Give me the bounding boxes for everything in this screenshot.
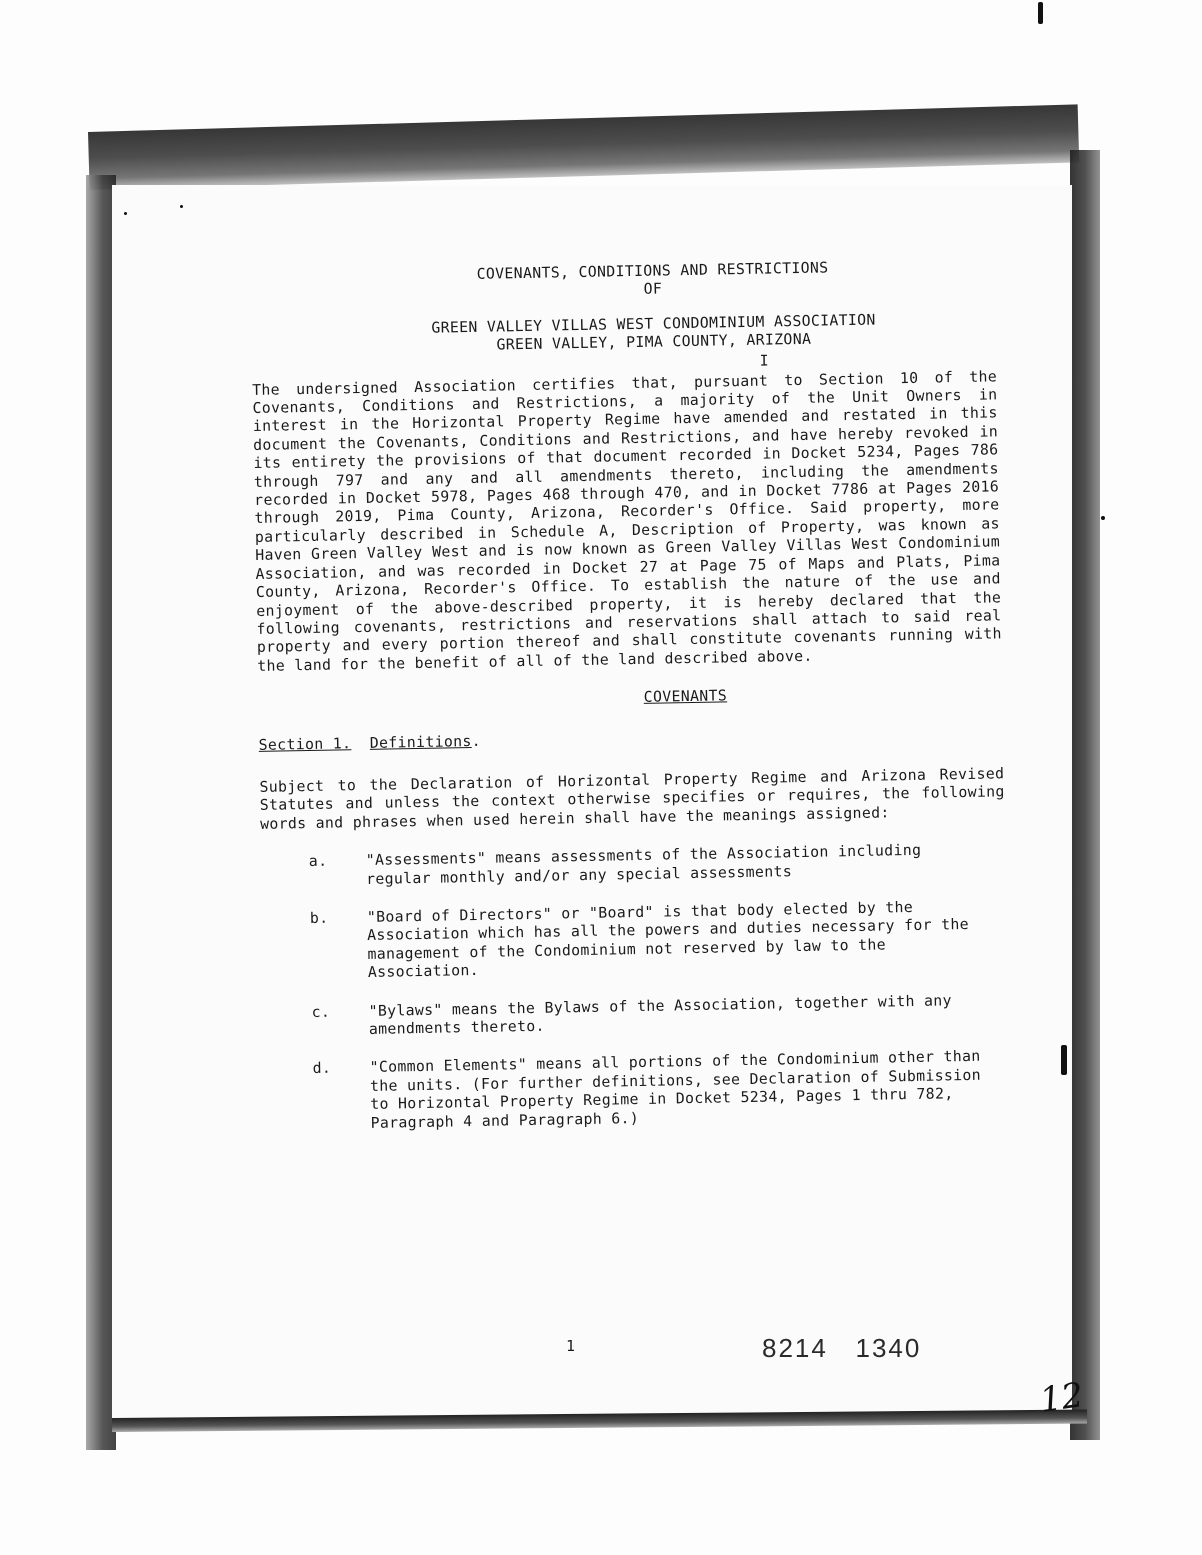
list-item: [263, 991, 1009, 1041]
document-title: [310, 256, 997, 358]
scan-frame-right: [1070, 150, 1100, 1440]
intro-paragraph: The undersigned Association certifies that, pursuant to Section 10 of the Covenants, Conditions and Restrictions, a majority of the Unit Owners in interest in the Horizontal Property Regime have amended and restated in this document the Covenants, Conditions and Restrictions, and have hereby revoked in its entirety the provisions of that document recorded in Docket 5234, Pages 786 through 797 and any and all amendments thereto, including the amendments recorded in Docket 5978, Pages 468 through 470, and in Docket 7786 at Pages 2016 through 2019, Pima County, Arizona, Recorder's Office. Said property, more particularly described in Schedule A, Description of Property, was known as Haven Green Valley West and is now known as Green Valley Villas West Condominium Association, and was recorded in Docket 27 at Page 75 of Maps and Plats, Pima County, Arizona, Recorder's Office. To establish the nature of the use and enjoyment of the above-described property, it is hereby declared that the following covenants, restrictions and reservations shall attach to said real property and every portion thereof and shall constitute covenants running with the land for the benefit of all of the land described above.: [252, 367, 1002, 675]
list-item: [261, 840, 1007, 890]
covenants-heading: COVENANTS: [643, 687, 728, 706]
item-letter: d.: [312, 1060, 332, 1078]
list-item: [262, 897, 1008, 984]
section-title: Definitions: [369, 732, 472, 752]
item-letter: a.: [308, 852, 328, 871]
item-text: "Assessments" means assessments of the Association including regular monthly and/or any special assessments: [365, 841, 922, 888]
scan-speck: [180, 205, 183, 208]
list-item: [265, 1048, 1011, 1135]
page-number: 1: [566, 1337, 576, 1355]
document-body: [250, 256, 1011, 1155]
title-line-2: OF: [643, 280, 663, 299]
item-text: "Common Elements" means all portions of the Condominium other than the units. (For further definitions, see Declaration of Submission to Horizontal Property Regime in Docket 5234, Pages 1 thru 782, Paragraph 4 and Paragraph 6.): [369, 1048, 982, 1132]
scan-speck: [1101, 516, 1105, 520]
scan-speck: [1038, 2, 1043, 24]
title-line-1: COVENANTS, CONDITIONS AND RESTRICTIONS: [476, 259, 829, 283]
item-text: "Board of Directors" or "Board" is that body elected by the Association which has all the powers and duties necessary for the management of the Condominium not reserved by law to the Association.: [366, 898, 970, 982]
scan-speck: [124, 212, 127, 215]
item-letter: b.: [309, 909, 329, 927]
section-mark: I: [759, 352, 770, 370]
section-label: Section 1.: [258, 734, 352, 754]
scan-frame-top: [88, 104, 1079, 190]
definitions-list: [261, 840, 1011, 1134]
item-letter: c.: [311, 1003, 331, 1021]
section-intro: Subject to the Declaration of Horizontal Property Regime and Arizona Revised Statutes and unless the context otherwise specifies or requires, the following words and phrases when used herein shall have the meanings assigned:: [259, 765, 1005, 833]
section-heading: Section 1. Definitions.: [258, 732, 482, 754]
scan-speck: [1061, 1045, 1067, 1075]
title-line-3: GREEN VALLEY VILLAS WEST CONDOMINIUM ASSOCIATION: [431, 311, 876, 337]
title-line-4: GREEN VALLEY, PIMA COUNTY, ARIZONA: [496, 330, 812, 354]
handwritten-page-mark: 12: [1037, 1375, 1086, 1421]
item-text: "Bylaws" means the Bylaws of the Association, together with any amendments thereto.: [368, 991, 952, 1038]
docket-stamp: 8214 1340: [762, 1333, 922, 1363]
